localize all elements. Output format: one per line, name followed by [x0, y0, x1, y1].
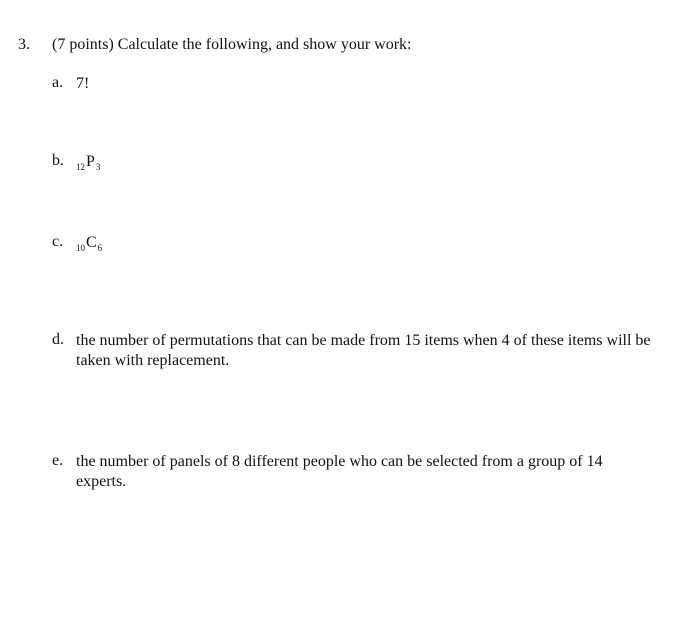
- part-d-content: the number of permutations that can be made from 15 items when 4 of these items will be taken with replacement.: [76, 332, 651, 369]
- part-e-letter: e.: [52, 452, 64, 469]
- permutation-post-subscript: 3: [95, 162, 101, 172]
- part-c-content: [76, 233, 102, 254]
- combination-symbol: C: [86, 234, 97, 251]
- question-number: 3.: [18, 36, 30, 53]
- part-a-letter: a.: [52, 74, 64, 91]
- permutation-symbol: P: [86, 153, 95, 170]
- part-b-content: [76, 152, 100, 173]
- permutation-pre-subscript: 12: [76, 162, 85, 172]
- part-b-letter: b.: [52, 152, 64, 169]
- question-header: (7 points) Calculate the following, and show your work:: [52, 36, 412, 53]
- part-e-content: the number of panels of 8 different people who can be selected from a group of 14 experts.: [76, 453, 603, 490]
- part-c-letter: c.: [52, 233, 64, 250]
- part-a-content: 7!: [76, 75, 90, 92]
- part-d-letter: d.: [52, 331, 64, 348]
- combination-pre-subscript: 10: [76, 243, 85, 253]
- combination-post-subscript: 6: [97, 243, 103, 253]
